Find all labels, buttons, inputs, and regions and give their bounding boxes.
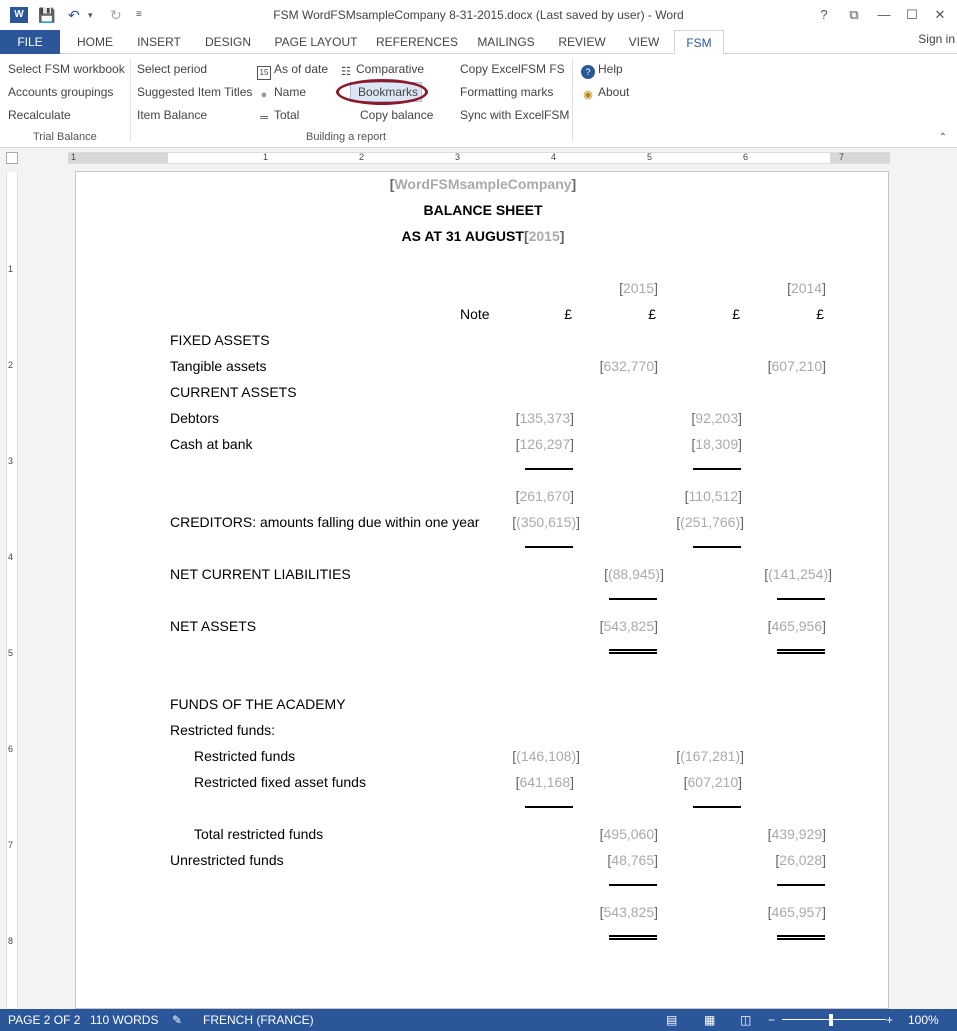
- subtotal-underline: [525, 546, 573, 548]
- value-field[interactable]: [ (146,108) ]: [484, 748, 580, 764]
- select-fsm-workbook-button[interactable]: Select FSM workbook: [8, 62, 125, 76]
- tab-references[interactable]: REFERENCES: [375, 35, 458, 49]
- sign-in-link[interactable]: Sign in: [918, 32, 955, 46]
- company-name-field[interactable]: [ WordFSMsampleCompany ]: [76, 176, 889, 192]
- help-circle-icon: ?: [581, 65, 595, 79]
- value-field[interactable]: [ 261,670 ]: [490, 488, 574, 504]
- tab-mailings[interactable]: MAILINGS: [477, 35, 535, 49]
- ribbon-tabs: [0, 30, 957, 54]
- total-double-underline: [777, 935, 825, 940]
- value-field[interactable]: [ (251,766) ]: [648, 514, 744, 530]
- currency-header: £: [648, 306, 656, 322]
- status-bar: [0, 1009, 957, 1031]
- ruler-number: 3: [455, 152, 461, 162]
- ruler-number: 1: [263, 152, 269, 162]
- group-separator: [572, 58, 573, 142]
- subtotal-underline: [693, 806, 741, 808]
- row-label: Restricted fixed asset funds: [194, 774, 366, 790]
- value-field[interactable]: [ 495,060 ]: [576, 826, 658, 842]
- recalculate-button[interactable]: Recalculate: [8, 108, 71, 122]
- value-field[interactable]: [ 641,168 ]: [490, 774, 574, 790]
- group-label-building-report: Building a report: [306, 131, 387, 143]
- value-field[interactable]: [ 607,210 ]: [658, 774, 742, 790]
- ruler-number: 2: [8, 360, 14, 370]
- accounts-groupings-button[interactable]: Accounts groupings: [8, 85, 114, 99]
- total-double-underline: [609, 935, 657, 940]
- comparative-button[interactable]: ☷ Comparative: [339, 61, 424, 79]
- value-field[interactable]: [ 439,929 ]: [744, 826, 826, 842]
- tab-view[interactable]: VIEW: [628, 35, 660, 49]
- value-field[interactable]: [ (88,945) ]: [576, 566, 664, 582]
- tab-insert[interactable]: INSERT: [137, 35, 181, 49]
- tab-design[interactable]: DESIGN: [204, 35, 251, 49]
- row-label: Unrestricted funds: [170, 852, 284, 868]
- column-year-current: [ 2015 ]: [596, 280, 658, 296]
- value-field[interactable]: [ 465,956 ]: [744, 618, 826, 634]
- value-field[interactable]: [ 465,957 ]: [744, 904, 826, 920]
- undo-icon[interactable]: ↶: [68, 7, 80, 23]
- row-label: Restricted funds: [194, 748, 296, 764]
- help-ribbon-button[interactable]: ? Help: [581, 61, 623, 79]
- tab-file[interactable]: FILE: [0, 30, 60, 54]
- word-count[interactable]: 110 WORDS: [90, 1013, 159, 1027]
- document-page[interactable]: [75, 171, 889, 1009]
- ribbon-display-button[interactable]: ⧉: [849, 7, 859, 22]
- fsm-ribbon: [0, 54, 957, 148]
- copy-balance-button[interactable]: Copy balance: [360, 108, 434, 122]
- value-field[interactable]: [ 543,825 ]: [576, 618, 658, 634]
- total-lines-icon: ═: [260, 112, 268, 124]
- column-year-prior: [ 2014 ]: [764, 280, 826, 296]
- ruler-number: 1: [71, 152, 77, 162]
- row-label: Tangible assets: [170, 358, 267, 374]
- value-field[interactable]: [ 26,028 ]: [744, 852, 826, 868]
- ruler-number: 8: [8, 936, 14, 946]
- zoom-level[interactable]: 100%: [908, 1013, 939, 1027]
- columns-icon: ☷: [341, 66, 351, 78]
- ruler-number: 5: [8, 648, 14, 658]
- row-label: Total restricted funds: [194, 826, 324, 842]
- value-field[interactable]: [ 18,309 ]: [658, 436, 742, 452]
- value-field[interactable]: [ 135,373 ]: [490, 410, 574, 426]
- document-heading: BALANCE SHEET: [423, 202, 543, 218]
- value-field[interactable]: [ 543,825 ]: [576, 904, 658, 920]
- ruler-number: 6: [743, 152, 749, 162]
- horizontal-ruler[interactable]: [68, 152, 890, 164]
- note-header: Note: [460, 306, 490, 322]
- section-heading: FUNDS OF THE ACADEMY: [170, 696, 346, 712]
- total-double-underline: [609, 649, 657, 654]
- ruler-number: 3: [8, 456, 14, 466]
- window-title: FSM WordFSMsampleCompany 8-31-2015.docx (Last saved by user) - Word: [273, 8, 684, 22]
- tab-review[interactable]: REVIEW: [558, 35, 606, 49]
- formatting-marks-button[interactable]: Formatting marks: [460, 85, 554, 99]
- item-balance-button[interactable]: Item Balance: [137, 108, 208, 122]
- suggested-item-titles-button[interactable]: Suggested Item Titles: [137, 85, 253, 99]
- row-label: Restricted funds:: [170, 722, 276, 738]
- ruler-number: 5: [647, 152, 653, 162]
- close-button[interactable]: ✕: [934, 7, 946, 22]
- bookmarks-highlight-annotation: [336, 79, 428, 105]
- page-count[interactable]: PAGE 2 OF 2: [8, 1013, 81, 1027]
- medal-icon: ◉: [583, 89, 593, 101]
- section-heading: FIXED ASSETS: [170, 332, 270, 348]
- subtotal-underline: [525, 468, 573, 470]
- value-field[interactable]: [ 632,770 ]: [576, 358, 658, 374]
- value-field[interactable]: [ 126,297 ]: [490, 436, 574, 452]
- name-tag-icon: ●: [260, 89, 268, 101]
- sync-excelfsm-button[interactable]: Sync with ExcelFSM: [460, 108, 570, 122]
- value-field[interactable]: [ (141,254) ]: [738, 566, 832, 582]
- zoom-out-icon[interactable]: −: [768, 1013, 776, 1027]
- copy-excelfsm-fs-button[interactable]: Copy ExcelFSM FS: [460, 62, 565, 76]
- as-of-date-button[interactable]: 15 As of date: [257, 61, 328, 80]
- proofing-icon[interactable]: ✎: [172, 1013, 183, 1027]
- bookmarks-label: Bookmarks: [358, 85, 419, 99]
- web-layout-icon[interactable]: ◫: [740, 1013, 752, 1027]
- ruler-number: 4: [551, 152, 557, 162]
- row-label: CREDITORS: amounts falling due within one year: [170, 514, 480, 530]
- collapse-ribbon-icon[interactable]: ⌃: [938, 132, 947, 143]
- select-period-button[interactable]: Select period: [137, 62, 208, 76]
- ruler-number: 7: [839, 152, 845, 162]
- tab-page-layout[interactable]: PAGE LAYOUT: [274, 35, 358, 49]
- subtotal-underline: [609, 598, 657, 600]
- save-icon[interactable]: 💾: [38, 7, 56, 23]
- word-app-icon[interactable]: W: [10, 7, 28, 23]
- undo-dropdown-icon[interactable]: ▾: [88, 10, 93, 20]
- value-field[interactable]: [ 48,765 ]: [576, 852, 658, 868]
- tab-fsm[interactable]: FSM: [674, 30, 724, 55]
- value-field[interactable]: [ 92,203 ]: [658, 410, 742, 426]
- calendar-icon: 15: [257, 66, 271, 80]
- customize-qat-icon[interactable]: ≡: [136, 9, 142, 20]
- subtotal-underline: [609, 884, 657, 886]
- zoom-slider-handle[interactable]: [829, 1014, 833, 1026]
- tab-home[interactable]: HOME: [77, 35, 113, 49]
- row-label: Cash at bank: [170, 436, 253, 452]
- read-mode-icon[interactable]: ▤: [666, 1013, 678, 1027]
- minimize-button[interactable]: —: [877, 7, 891, 22]
- maximize-button[interactable]: ☐: [906, 7, 918, 22]
- subtotal-underline: [525, 806, 573, 808]
- group-separator: [130, 58, 131, 142]
- total-double-underline: [777, 649, 825, 654]
- as-at-date-line: AS AT 31 AUGUST[ 2015 ]: [76, 228, 889, 244]
- help-button[interactable]: ?: [820, 7, 828, 22]
- zoom-slider-track[interactable]: [782, 1019, 886, 1020]
- row-label: NET ASSETS: [170, 618, 257, 634]
- name-button[interactable]: ● Name: [257, 84, 306, 102]
- print-layout-icon[interactable]: ▦: [704, 1013, 716, 1027]
- row-label: Debtors: [170, 410, 220, 426]
- section-heading: CURRENT ASSETS: [170, 384, 297, 400]
- title-bar: [0, 0, 957, 30]
- value-field[interactable]: [ (167,281) ]: [648, 748, 744, 764]
- vertical-ruler[interactable]: [6, 172, 18, 1008]
- language-indicator[interactable]: FRENCH (FRANCE): [203, 1013, 314, 1027]
- value-field[interactable]: [ 607,210 ]: [744, 358, 826, 374]
- ruler-number: 7: [8, 840, 14, 850]
- ruler-number: 1: [8, 264, 14, 274]
- subtotal-underline: [693, 546, 741, 548]
- value-field[interactable]: [ 110,512 ]: [658, 488, 742, 504]
- currency-header: £: [816, 306, 824, 322]
- value-field[interactable]: [ (350,615) ]: [490, 514, 580, 530]
- currency-header: £: [732, 306, 740, 322]
- ruler-number: 6: [8, 744, 14, 754]
- redo-icon[interactable]: ↻: [110, 7, 122, 23]
- currency-header: £: [564, 306, 572, 322]
- left-margin-area: [68, 153, 168, 163]
- row-label: NET CURRENT LIABILITIES: [170, 566, 351, 582]
- total-button[interactable]: ═ Total: [257, 107, 299, 125]
- group-label-trial-balance: Trial Balance: [33, 131, 97, 143]
- ruler-number: 4: [8, 552, 14, 562]
- tab-selector[interactable]: [6, 152, 18, 164]
- subtotal-underline: [693, 468, 741, 470]
- about-button[interactable]: ◉ About: [581, 84, 629, 102]
- subtotal-underline: [777, 598, 825, 600]
- zoom-in-icon[interactable]: +: [886, 1013, 894, 1027]
- subtotal-underline: [777, 884, 825, 886]
- ruler-number: 2: [359, 152, 365, 162]
